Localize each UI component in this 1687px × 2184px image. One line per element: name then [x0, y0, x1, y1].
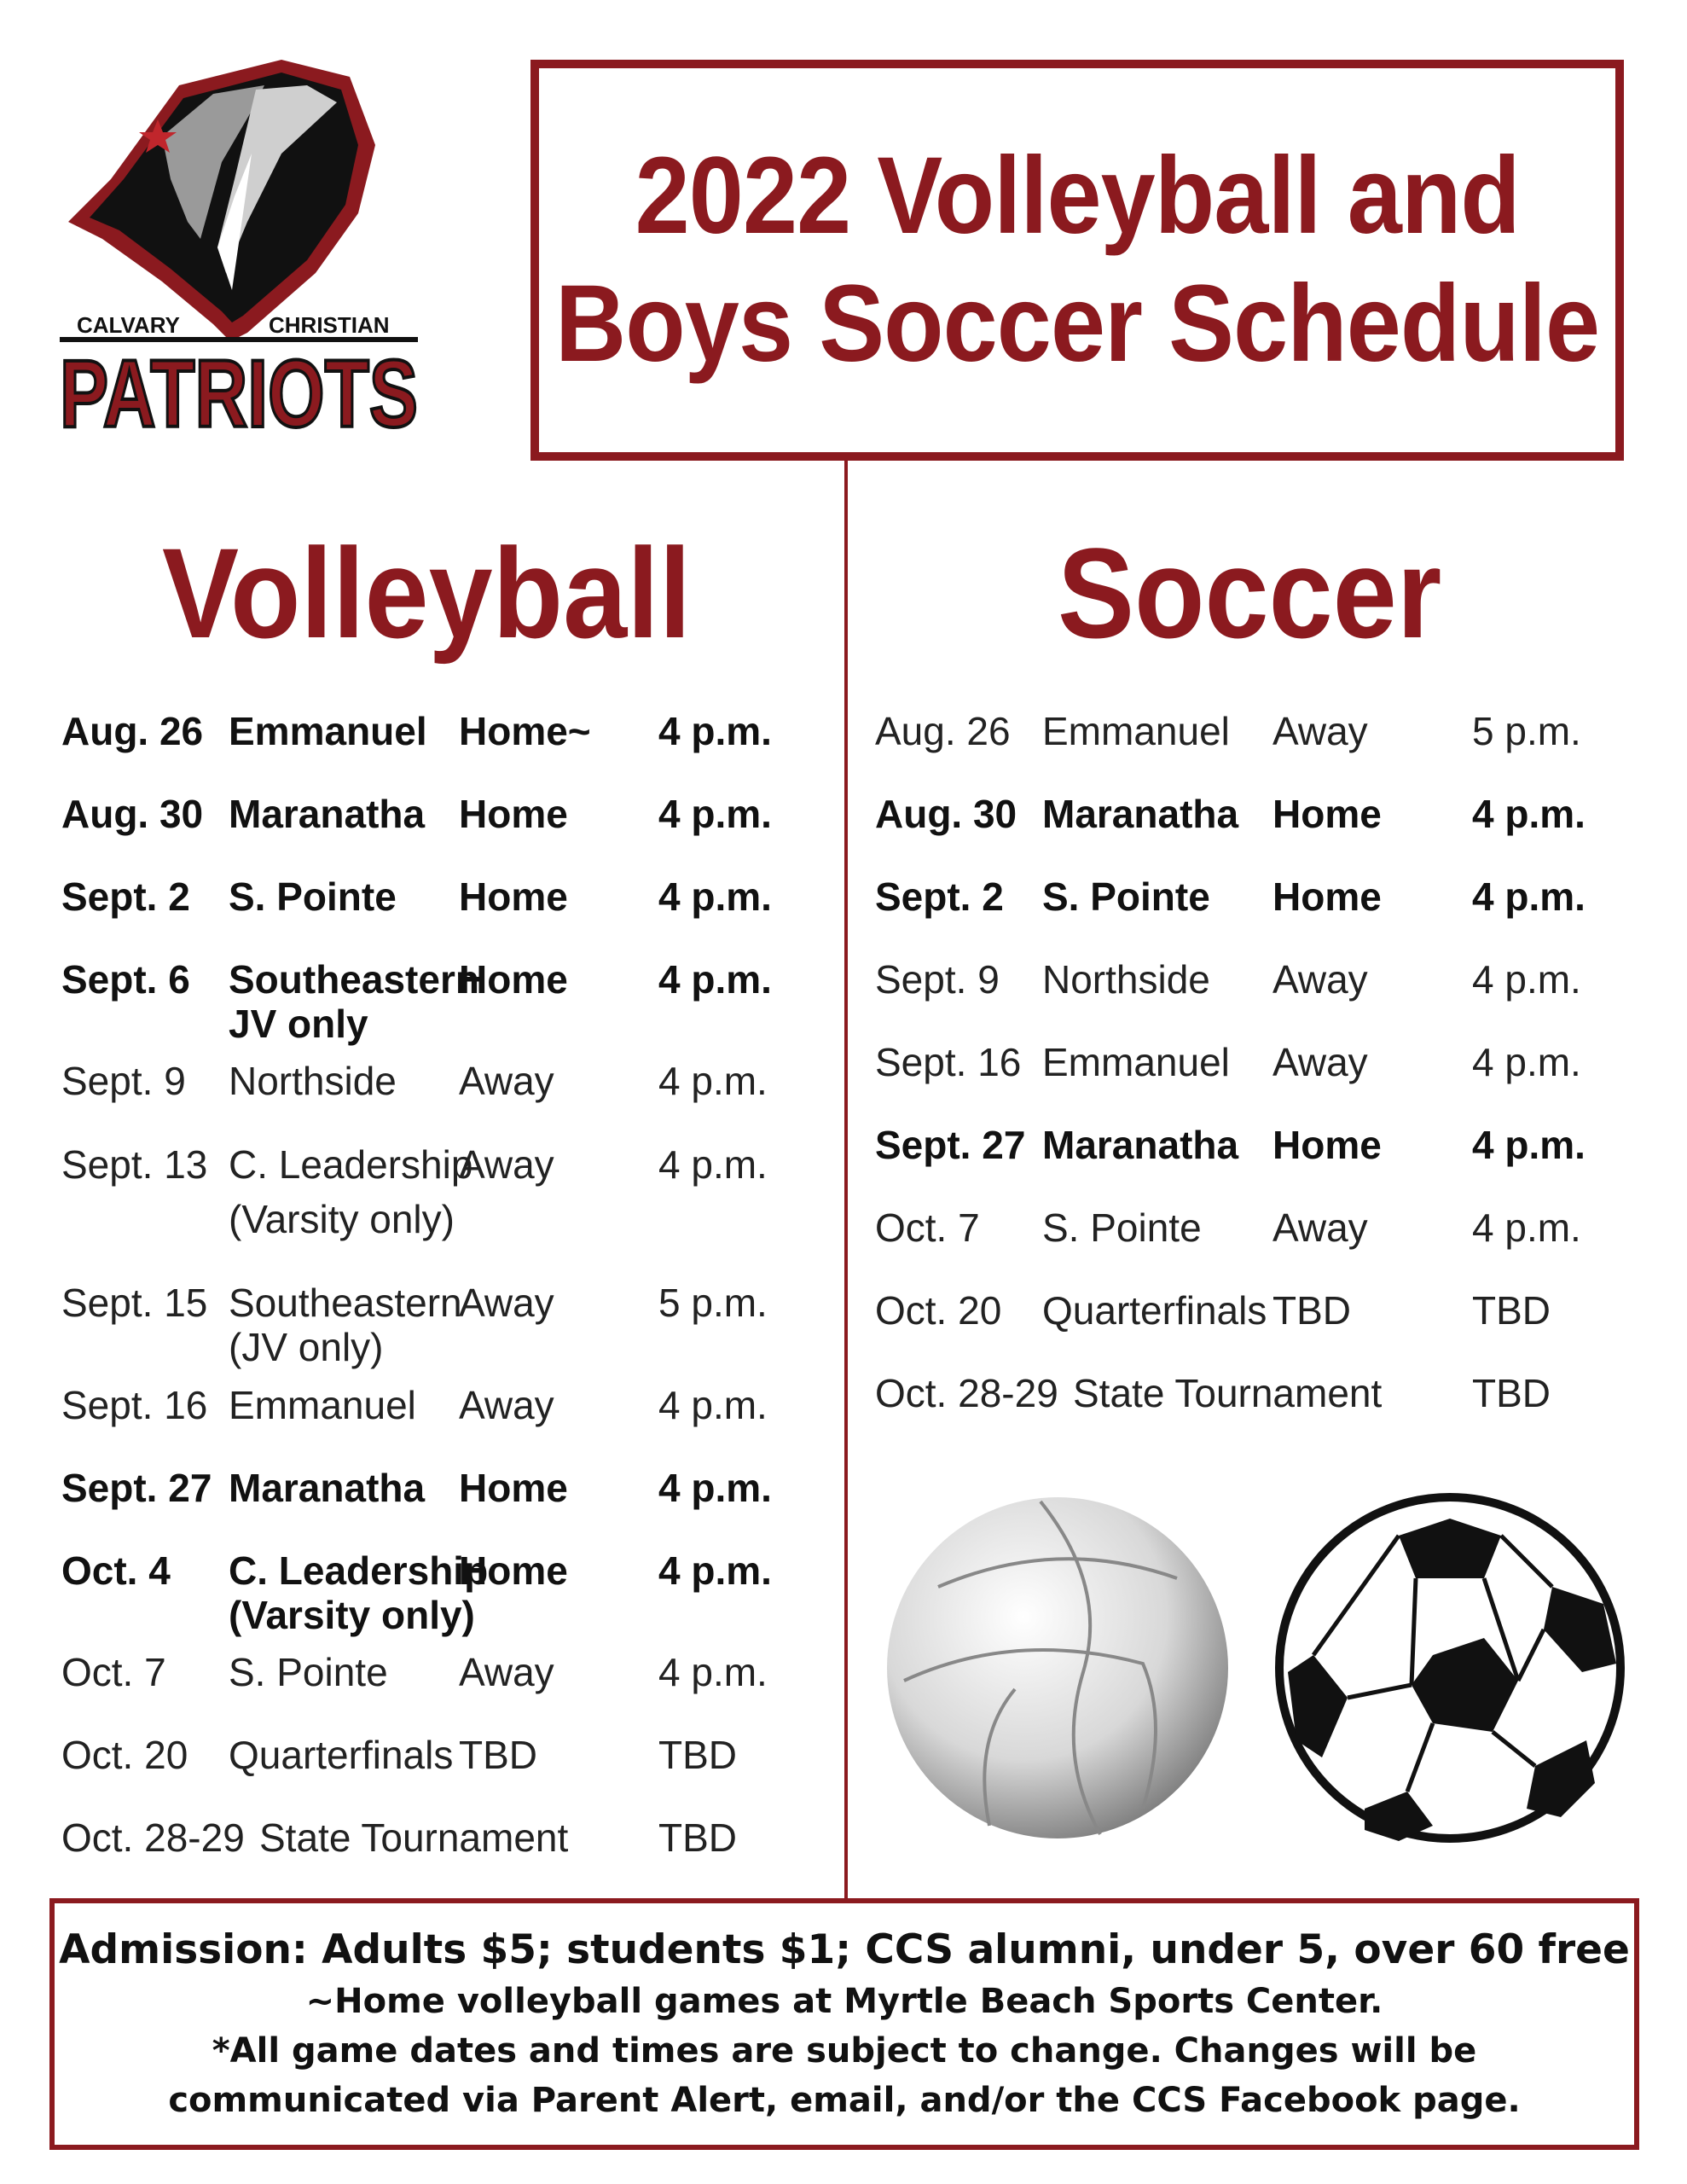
opponent-cell: Maranatha: [229, 792, 426, 836]
soccer-ball-icon: [1279, 1497, 1620, 1841]
opponent-cell: Emmanuel: [1042, 1040, 1230, 1084]
location-cell: Home: [1272, 874, 1382, 919]
date-cell: Oct. 7: [61, 1650, 166, 1694]
time-cell: 4 p.m.: [658, 1059, 768, 1103]
date-cell: Oct. 4: [61, 1548, 171, 1593]
time-cell: 4 p.m.: [1472, 1040, 1581, 1084]
opponent-cell: Emmanuel: [229, 1383, 416, 1427]
time-cell: 4 p.m.: [1472, 1123, 1586, 1167]
opponent-cell: S. Pointe: [229, 1650, 388, 1694]
location-cell: Away: [459, 1383, 554, 1427]
date-cell: Sept. 9: [875, 957, 1000, 1002]
time-cell: 4 p.m.: [658, 1548, 772, 1593]
time-cell: TBD: [658, 1815, 737, 1860]
time-cell: 4 p.m.: [658, 1383, 768, 1427]
footer-disclaimer-1: *All game dates and times are subject to change. Changes will be: [212, 2030, 1477, 2071]
opponent-cell: Maranatha: [1042, 792, 1239, 836]
date-cell: Oct. 28-29: [61, 1815, 245, 1860]
date-cell: Sept. 16: [61, 1383, 208, 1427]
location-cell: Away: [1272, 709, 1368, 753]
opponent-cell: State Tournament: [259, 1815, 569, 1860]
opponent-cell: Northside: [1042, 957, 1210, 1002]
location-cell: Away: [459, 1059, 554, 1103]
logo-top-text: CALVARY: [77, 312, 180, 338]
footer-admission: Admission: Adults $5; students $1; CCS alumni, under 5, over 60 free: [59, 1926, 1630, 1973]
title-box: [530, 60, 1624, 461]
patriots-logo: [51, 51, 426, 469]
date-cell: Sept. 27: [875, 1123, 1026, 1167]
opponent-cell: Maranatha: [1042, 1123, 1239, 1167]
location-cell: Home~: [459, 709, 591, 753]
opponent-cell: C. Leadership: [229, 1548, 489, 1593]
time-cell: 4 p.m.: [658, 1142, 768, 1187]
opponent-cell: Northside: [229, 1059, 397, 1103]
location-cell: Away: [459, 1142, 554, 1187]
opponent-cell: Quarterfinals: [1042, 1288, 1267, 1333]
opponent-cell: Emmanuel: [1042, 709, 1230, 753]
date-cell: Aug. 26: [875, 709, 1011, 753]
date-cell: Aug. 26: [61, 709, 204, 753]
date-cell: Oct. 20: [875, 1288, 1002, 1333]
location-cell: Away: [1272, 957, 1368, 1002]
opponent-cell: S. Pointe: [1042, 874, 1210, 919]
date-cell: Sept. 16: [875, 1040, 1022, 1084]
location-cell: TBD: [459, 1733, 537, 1777]
date-cell: Sept. 6: [61, 957, 190, 1002]
logo-name: PATRIOTS: [60, 340, 418, 447]
date-cell: Sept. 15: [61, 1281, 208, 1325]
logo-top-text-2: CHRISTIAN: [269, 312, 390, 338]
location-cell: TBD: [1272, 1288, 1351, 1333]
location-cell: Home: [1272, 1123, 1382, 1167]
title-line-2: Boys Soccer Schedule: [554, 263, 1600, 385]
time-cell: TBD: [1472, 1288, 1551, 1333]
location-cell: Home: [459, 957, 568, 1002]
opponent-cell: Emmanuel: [229, 709, 427, 753]
date-cell: Sept. 13: [61, 1142, 208, 1187]
location-cell: Home: [459, 874, 568, 919]
date-cell: Sept. 9: [61, 1059, 186, 1103]
balls-illustration: [887, 1484, 1629, 1851]
opponent-cell: Maranatha: [229, 1466, 426, 1510]
opponent-cell: Quarterfinals: [229, 1733, 454, 1777]
patriot-mascot-icon: [51, 51, 426, 469]
opponent-cell: S. Pointe: [229, 874, 397, 919]
opponent-cell: State Tournament: [1073, 1371, 1383, 1415]
location-cell: Away: [459, 1281, 554, 1325]
location-cell: Home: [459, 1548, 568, 1593]
opponent-note: (Varsity only): [229, 1593, 475, 1637]
location-cell: Away: [1272, 1205, 1368, 1250]
time-cell: 4 p.m.: [658, 709, 772, 753]
column-divider: [844, 461, 848, 1898]
time-cell: 4 p.m.: [658, 1650, 768, 1694]
time-cell: 5 p.m.: [658, 1281, 768, 1325]
footer-disclaimer-2: communicated via Parent Alert, email, and/or the CCS Facebook page.: [168, 2080, 1521, 2120]
admission-footer: [49, 1898, 1639, 2150]
opponent-note: (Varsity only): [229, 1197, 455, 1241]
date-cell: Sept. 2: [875, 874, 1004, 919]
time-cell: 4 p.m.: [1472, 1205, 1581, 1250]
date-cell: Aug. 30: [875, 792, 1017, 836]
opponent-note: (JV only): [229, 1325, 384, 1369]
opponent-cell: Southeastern: [229, 1281, 462, 1325]
date-cell: Sept. 2: [61, 874, 190, 919]
volleyball-schedule: [61, 708, 829, 1902]
opponent-cell: C. Leadership: [229, 1142, 473, 1187]
date-cell: Aug. 30: [61, 792, 204, 836]
date-cell: Oct. 20: [61, 1733, 188, 1777]
time-cell: TBD: [658, 1733, 737, 1777]
footer-venue-note: ~Home volleyball games at Myrtle Beach Sports Center.: [305, 1981, 1383, 2021]
opponent-cell: S. Pointe: [1042, 1205, 1202, 1250]
time-cell: 5 p.m.: [1472, 709, 1581, 753]
date-cell: Oct. 7: [875, 1205, 980, 1250]
volleyball-heading: Volleyball: [162, 521, 692, 665]
time-cell: 4 p.m.: [658, 957, 772, 1002]
opponent-note: JV only: [229, 1002, 368, 1046]
time-cell: 4 p.m.: [1472, 792, 1586, 836]
time-cell: 4 p.m.: [658, 792, 772, 836]
time-cell: TBD: [1472, 1371, 1551, 1415]
soccer-heading: Soccer: [1058, 521, 1442, 665]
location-cell: Home: [459, 1466, 568, 1510]
location-cell: Home: [1272, 792, 1382, 836]
volleyball-icon: [887, 1497, 1228, 1838]
date-cell: Sept. 27: [61, 1466, 212, 1510]
soccer-schedule: [875, 708, 1643, 1476]
opponent-cell: Southeastern: [229, 957, 479, 1002]
time-cell: 4 p.m.: [658, 1466, 772, 1510]
title-line-1: 2022 Volleyball and: [635, 135, 1520, 257]
location-cell: Away: [1272, 1040, 1368, 1084]
time-cell: 4 p.m.: [658, 874, 772, 919]
time-cell: 4 p.m.: [1472, 957, 1581, 1002]
location-cell: Away: [459, 1650, 554, 1694]
date-cell: Oct. 28-29: [875, 1371, 1058, 1415]
time-cell: 4 p.m.: [1472, 874, 1586, 919]
location-cell: Home: [459, 792, 568, 836]
